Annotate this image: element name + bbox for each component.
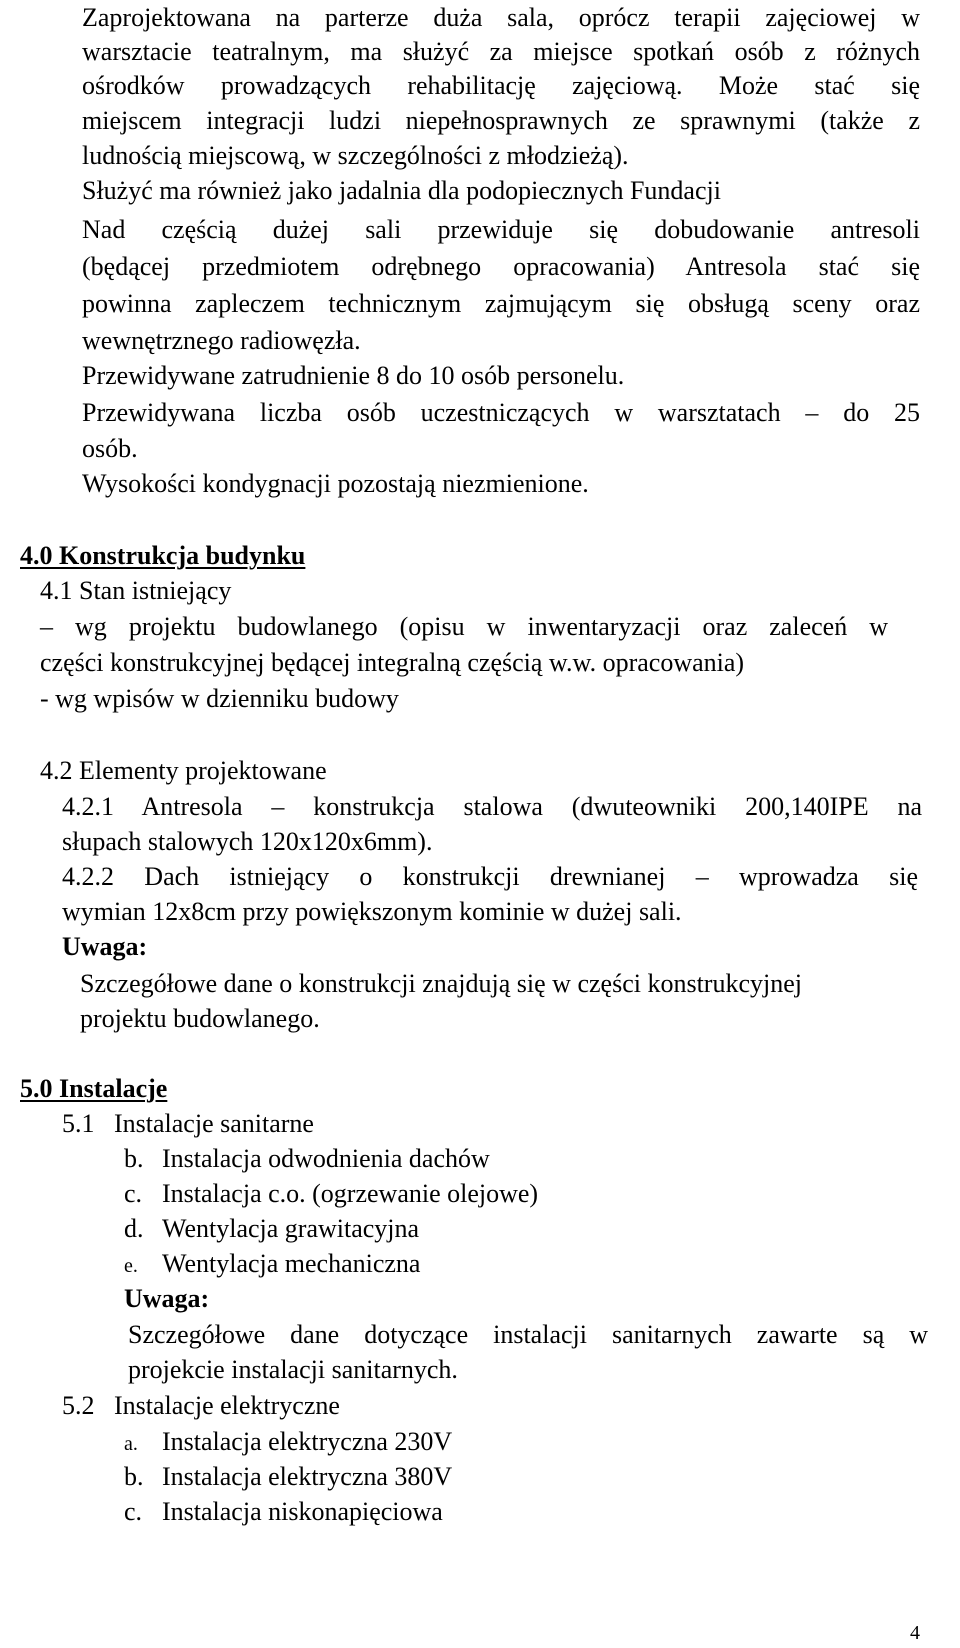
list-item-text: Wentylacja mechaniczna bbox=[162, 1249, 421, 1278]
list-marker: c. bbox=[124, 1497, 143, 1526]
intro-line: osób. bbox=[82, 434, 138, 463]
intro-line: Przewidywane zatrudnienie 8 do 10 osób personelu. bbox=[82, 361, 625, 390]
list-marker: b. bbox=[124, 1462, 144, 1491]
intro-line: miejscem integracji ludzi niepełnosprawnych ze sprawnymi (także z bbox=[82, 106, 920, 135]
list-marker: b. bbox=[124, 1144, 144, 1173]
intro-line: Służyć ma również jako jadalnia dla podopiecznych Fundacji bbox=[82, 176, 721, 205]
page-number: 4 bbox=[910, 1622, 920, 1644]
intro-line: Zaprojektowana na parterze duża sala, oprócz terapii zajęciowej w bbox=[82, 3, 920, 32]
section-4-2-1-line: 4.2.1 Antresola – konstrukcja stalowa (dwuteowniki 200,140IPE na bbox=[62, 792, 922, 821]
list-item bbox=[124, 1141, 490, 1176]
list-item-text: Instalacja niskonapięciowa bbox=[162, 1497, 443, 1526]
list-item bbox=[124, 1211, 419, 1246]
list-marker: d. bbox=[124, 1214, 144, 1243]
list-item-text: Instalacja c.o. (ogrzewanie olejowe) bbox=[162, 1179, 539, 1208]
note-text: Szczegółowe dane dotyczące instalacji sanitarnych zawarte są w bbox=[128, 1320, 928, 1349]
intro-line: warsztacie teatralnym, ma służyć za miejsce spotkań osób z różnych bbox=[82, 37, 920, 66]
list-item bbox=[124, 1176, 538, 1211]
intro-line: Przewidywana liczba osób uczestniczących w warsztatach – do 25 bbox=[82, 398, 920, 427]
list-marker: e. bbox=[124, 1255, 138, 1277]
list-item-text: Wentylacja grawitacyjna bbox=[162, 1214, 420, 1243]
note-label: Uwaga: bbox=[124, 1284, 210, 1313]
section-4-1-line: części konstrukcyjnej będącej integralną częścią w.w. opracowania) bbox=[40, 648, 745, 677]
list-item bbox=[124, 1246, 420, 1284]
section-4-2-2-line: wymian 12x8cm przy powiększonym kominie w dużej sali. bbox=[62, 897, 682, 926]
intro-line: Wysokości kondygnacji pozostają niezmienione. bbox=[82, 469, 589, 498]
section-5-heading: 5.0 Instalacje bbox=[20, 1074, 168, 1103]
note-label: Uwaga: bbox=[62, 932, 148, 961]
intro-line: wewnętrznego radiowęzła. bbox=[82, 326, 361, 355]
list-item-text: Instalacja elektryczna 380V bbox=[162, 1462, 453, 1491]
note-text: projekcie instalacji sanitarnych. bbox=[128, 1355, 458, 1384]
list-item-text: Instalacja odwodnienia dachów bbox=[162, 1144, 490, 1173]
intro-line: (będącej przedmiotem odrębnego opracowania) Antresola stać się bbox=[82, 252, 920, 281]
note-text: projektu budowlanego. bbox=[80, 1004, 320, 1033]
section-4-heading: 4.0 Konstrukcja budynku bbox=[20, 541, 306, 570]
section-5-2-title: 5.2 Instalacje elektryczne bbox=[62, 1391, 340, 1420]
list-marker: a. bbox=[124, 1433, 138, 1455]
section-4-1-line: – wg projektu budowlanego (opisu w inwentaryzacji oraz zaleceń w bbox=[40, 612, 888, 641]
intro-line: ośrodków prowadzących rehabilitację zajęciową. Może stać się bbox=[82, 71, 920, 100]
intro-line: ludnością miejscową, w szczególności z młodzieżą). bbox=[82, 141, 629, 170]
section-4-2-title: 4.2 Elementy projektowane bbox=[40, 756, 327, 785]
section-5-1-title: 5.1 Instalacje sanitarne bbox=[62, 1109, 314, 1138]
list-marker: c. bbox=[124, 1179, 143, 1208]
list-item bbox=[124, 1424, 452, 1462]
intro-line: powinna zapleczem technicznym zajmującym się obsługą sceny oraz bbox=[82, 289, 920, 318]
list-item bbox=[124, 1459, 452, 1494]
section-4-2-1-line: słupach stalowych 120x120x6mm). bbox=[62, 827, 433, 856]
list-item bbox=[124, 1494, 443, 1529]
note-text: Szczegółowe dane o konstrukcji znajdują się w części konstrukcyjnej bbox=[80, 969, 802, 998]
section-4-1-line: - wg wpisów w dzienniku budowy bbox=[40, 684, 399, 713]
list-item-text: Instalacja elektryczna 230V bbox=[162, 1427, 453, 1456]
intro-line: Nad częścią dużej sali przewiduje się dobudowanie antresoli bbox=[82, 215, 920, 244]
section-4-1-title: 4.1 Stan istniejący bbox=[40, 576, 232, 605]
section-4-2-2-line: 4.2.2 Dach istniejący o konstrukcji drewnianej – wprowadza się bbox=[62, 862, 918, 891]
